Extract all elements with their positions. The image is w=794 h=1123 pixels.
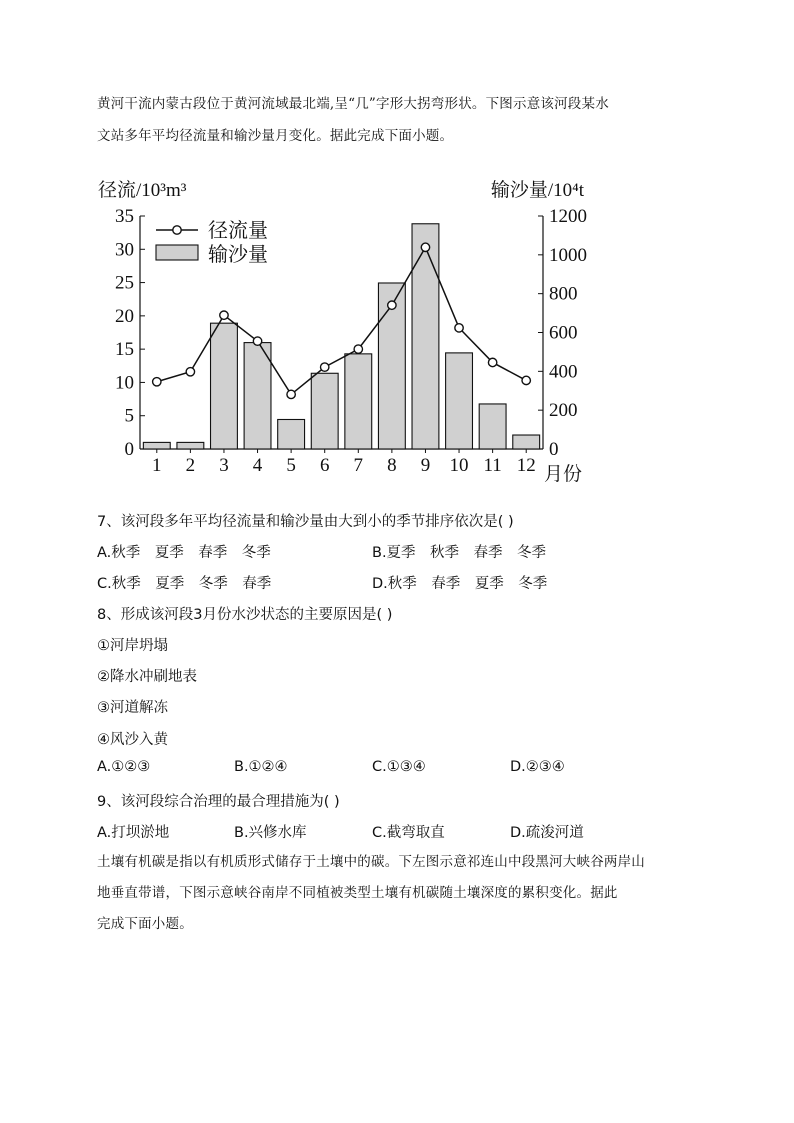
q9-option-b[interactable]: B.兴修水库 xyxy=(234,825,307,841)
q9-stem: 9、该河段综合治理的最合理措施为( ) xyxy=(97,794,340,810)
sediment-bar xyxy=(479,404,506,449)
sediment-bar xyxy=(177,442,204,449)
q8-option-a[interactable]: A.①②③ xyxy=(97,759,151,775)
left-tick-label: 10 xyxy=(115,372,134,394)
x-tick-label: 3 xyxy=(219,455,229,476)
x-tick-label: 4 xyxy=(252,455,263,476)
right-tick-label: 1200 xyxy=(549,206,587,227)
runoff-point xyxy=(354,345,362,353)
sediment-bar xyxy=(278,419,305,449)
runoff-point xyxy=(153,378,161,386)
runoff-point xyxy=(455,324,463,332)
runoff-point xyxy=(522,376,530,384)
runoff-point xyxy=(220,311,228,319)
right-tick-label: 0 xyxy=(549,439,559,460)
left-tick-label: 5 xyxy=(124,405,134,427)
right-tick-label: 200 xyxy=(549,400,578,422)
left-tick-label: 15 xyxy=(115,339,134,361)
intro-2-line-1: 土壤有机碳是指以有机质形式储存于土壤中的碳。下左图示意祁连山中段黑河大峡谷两岸山 xyxy=(97,854,645,870)
sediment-bar xyxy=(412,224,439,449)
runoff-point xyxy=(321,363,329,371)
x-tick-label: 7 xyxy=(353,455,364,476)
q8-option-d[interactable]: D.②③④ xyxy=(510,759,565,775)
q9-option-d[interactable]: D.疏浚河道 xyxy=(510,825,584,841)
sediment-bar xyxy=(244,343,271,449)
sediment-bar xyxy=(513,435,540,449)
q7-stem: 7、该河段多年平均径流量和输沙量由大到小的季节排序依次是( ) xyxy=(97,514,514,530)
left-axis-title: 径流/10³m³ xyxy=(98,180,187,201)
legend-line-marker xyxy=(173,226,181,234)
right-axis-title: 输沙量/10⁴t xyxy=(490,180,584,201)
x-tick-label: 5 xyxy=(286,455,296,476)
x-tick-label: 6 xyxy=(319,455,330,476)
intro-2-line-3: 完成下面小题。 xyxy=(97,916,193,932)
x-tick-label: 9 xyxy=(420,455,431,476)
intro-1-line-2: 文站多年平均径流量和输沙量月变化。据此完成下面小题。 xyxy=(97,128,454,144)
q8-item-4: ④风沙入黄 xyxy=(97,732,168,748)
x-tick-label: 10 xyxy=(449,455,469,476)
sediment-bar xyxy=(446,353,473,449)
left-tick-label: 25 xyxy=(115,272,134,294)
x-tick-label: 8 xyxy=(387,455,397,476)
q8-item-1: ①河岸坍塌 xyxy=(97,638,168,654)
q7-option-a[interactable]: A.秋季 夏季 春季 冬季 xyxy=(97,545,271,561)
right-tick-label: 1000 xyxy=(549,244,587,266)
sediment-bar xyxy=(345,354,372,449)
runoff-point xyxy=(186,368,194,376)
legend-line-label: 径流量 xyxy=(208,220,268,242)
right-tick-label: 400 xyxy=(549,361,578,383)
q7-option-d[interactable]: D.秋季 春季 夏季 冬季 xyxy=(372,576,548,592)
runoff-sediment-chart xyxy=(90,168,610,486)
intro-2-line-2: 地垂直带谱，下图示意峡谷南岸不同植被类型土壤有机碳随土壤深度的累积变化。据此 xyxy=(97,885,618,901)
intro-paragraph-2 xyxy=(97,847,707,940)
x-tick-label: 11 xyxy=(483,455,502,476)
runoff-point xyxy=(421,243,429,251)
left-tick-label: 0 xyxy=(124,439,134,460)
q7-option-c[interactable]: C.秋季 夏季 冬季 春季 xyxy=(97,576,272,592)
q9-option-a[interactable]: A.打坝淤地 xyxy=(97,825,170,841)
left-tick-label: 35 xyxy=(115,206,134,227)
q8-item-2: ②降水冲刷地表 xyxy=(97,669,197,685)
x-tick-label: 12 xyxy=(516,455,536,476)
runoff-point xyxy=(388,301,396,309)
legend-bar-label: 输沙量 xyxy=(208,244,268,266)
legend-bar-swatch xyxy=(156,245,198,260)
q7-option-b[interactable]: B.夏季 秋季 春季 冬季 xyxy=(372,545,547,561)
right-tick-label: 800 xyxy=(549,283,578,305)
sediment-bar xyxy=(143,442,170,449)
intro-paragraph-1 xyxy=(97,88,707,152)
q8-stem: 8、形成该河段3月份水沙状态的主要原因是( ) xyxy=(97,607,393,623)
x-axis-title: 月份 xyxy=(543,464,583,485)
right-tick-label: 600 xyxy=(549,322,578,344)
x-tick-label: 1 xyxy=(152,455,162,476)
runoff-point xyxy=(287,390,295,398)
q8-item-3: ③河道解冻 xyxy=(97,700,168,716)
runoff-point xyxy=(253,337,261,345)
q8-option-b[interactable]: B.①②④ xyxy=(234,759,288,775)
runoff-point xyxy=(488,358,496,366)
sediment-bar xyxy=(311,373,338,449)
x-tick-label: 2 xyxy=(185,455,196,476)
q8-option-c[interactable]: C.①③④ xyxy=(372,759,426,775)
q9-option-c[interactable]: C.截弯取直 xyxy=(372,825,445,841)
intro-1-line-1: 黄河干流内蒙古段位于黄河流域最北端,呈“几”字形大拐弯形状。下图示意该河段某水 xyxy=(97,96,609,112)
sediment-bar xyxy=(211,323,238,449)
left-tick-label: 20 xyxy=(115,305,134,327)
left-tick-label: 30 xyxy=(115,239,134,261)
